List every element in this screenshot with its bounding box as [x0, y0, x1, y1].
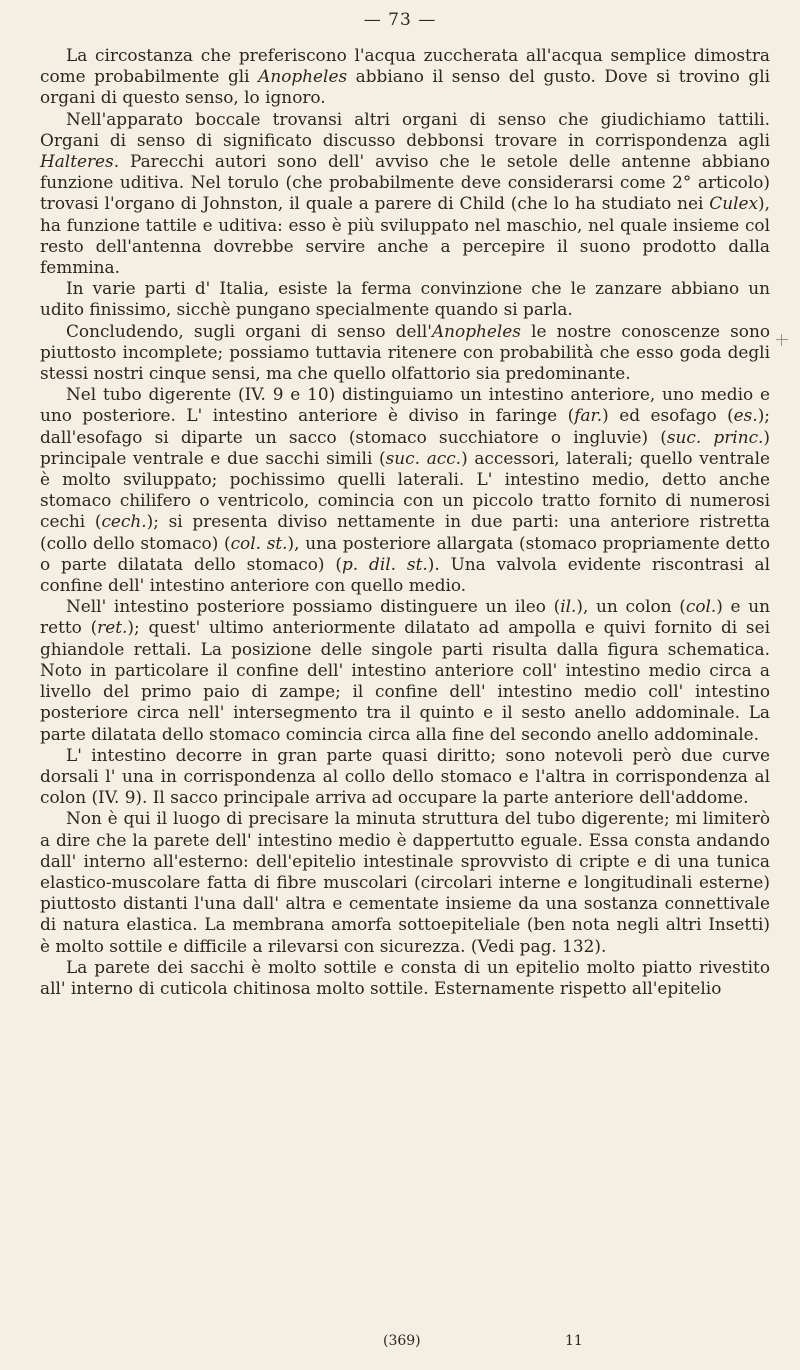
text-run: ), un colon (: [576, 596, 686, 617]
italic-term: suc. princ.: [666, 426, 764, 447]
body-text: [40, 45, 770, 999]
text-run: ); quest' ultimo anteriormente dilatato ad ampolla e quivi fornito di sei ghiandole rettali. La posizione delle singole parti risulta dalla figura schematica. Noto in particolare il confine dell' intestino anteriore coll' intestino medio circa a livello del primo paio di zampe; il confine dell' intestino medio coll' intestino posteriore circa nell' intersegmento tra il quinto e il sesto anello addominale. La parte dilatata dello stomaco comincia circa alla fine del secondo anello addominale.: [40, 617, 770, 744]
text-run: ). Una valvola evidente riscontrasi al confine dell' intestino anteriore con quello medio.: [40, 553, 770, 596]
text-run: Nell'apparato boccale trovansi altri organi di senso che giudichiamo tattili. Organi di senso di significato discusso debbonsi trovare in corrispondenza agli: [40, 108, 770, 150]
text-run: Non è qui il luogo di precisare la minuta struttura del tubo digerente; mi limiterò a dire che la parete dell' intestino medio è dappertutto eguale. Essa consta andando dall' interno all'esterno: dell'epitelio intestinale sprovvisto di cripte e di una tunica elastico-muscolare fatta di fibre muscolari (circolari interne e longitudinali esterne) piuttosto distanti l'una dall' altra e cementate insieme da una sostanza connettivale di natura elastica. La membrana amorfa sottoepiteliale (ben nota negli altri Insetti) è molto sottile e difficile a rilevarsi con sicurezza. (Vedi pag. 132).: [40, 808, 770, 956]
italic-term: ret.: [97, 617, 128, 638]
italic-term: Anopheles: [258, 66, 348, 87]
text-run: ); si presenta diviso nettamente in due parti: una anteriore ristretta (collo dello stomaco) (: [40, 511, 770, 553]
italic-term: es.: [733, 405, 758, 426]
italic-term: il.: [560, 596, 577, 617]
italic-term: col.: [685, 596, 717, 617]
text-run: Nell' intestino posteriore possiamo distinguere un ileo (: [66, 596, 561, 617]
text-run: ); dall'esofago si diparte un sacco (stomaco succhiatore o ingluvie) (: [40, 405, 770, 447]
text-run: ) principale ventrale e due sacchi simili (: [40, 426, 770, 468]
text-run: Nel tubo digerente (IV. 9 e 10) distinguiamo un intestino anteriore, uno medio e uno posteriore. L' intestino anteriore è diviso in faringe (: [40, 384, 770, 426]
text-run: abbiano il senso del gusto. Dove si trovino gli organi di questo senso, lo ignoro.: [40, 66, 770, 108]
text-run: In varie parti d' Italia, esiste la ferma convinzione che le zanzare abbiano un udito finissimo, sicchè pungano specialmente quando si parla.: [40, 278, 770, 320]
footer-signature: (369): [383, 1333, 421, 1349]
paragraph: [40, 384, 770, 596]
text-run: le nostre conoscenze sono piuttosto incomplete; possiamo tuttavia ritenere con probabilità che esso goda degli stessi nostri cinque sensi, ma che quello olfattorio sia predominante.: [40, 320, 771, 384]
italic-term: Anopheles: [431, 320, 521, 341]
italic-term: p. dil. st.: [341, 553, 428, 574]
text-run: ) ed esofago (: [602, 405, 734, 426]
text-run: ), ha funzione tattile e uditiva: esso è più sviluppato nel maschio, nel quale insieme col resto dell'antenna dovrebbe servire anche a percepire il suono prodotto dalla femmina.: [40, 193, 770, 278]
footer-sheet-number: 11: [565, 1333, 583, 1349]
text-run: Concludendo, sugli organi di senso dell': [66, 320, 432, 341]
italic-term: suc. acc.: [385, 447, 462, 468]
page-number: — 73 —: [363, 10, 437, 30]
paragraph: [40, 45, 770, 109]
text-run: ) e un retto (: [40, 596, 770, 638]
page-footer: [0, 1333, 800, 1355]
text-run: La parete dei sacchi è molto sottile e consta di un epitelio molto piatto rivestito all' interno di cuticola chitinosa molto sottile. Esternamente rispetto all'epitelio: [40, 956, 770, 998]
italic-term: Culex: [709, 193, 759, 214]
paragraph: [40, 808, 770, 956]
paragraph: [40, 745, 770, 809]
paragraph: [40, 278, 770, 320]
italic-term: far.: [574, 405, 603, 426]
text-run: ), una posteriore allargata (stomaco propriamente detto o parte dilatata dello stomaco) (: [40, 532, 770, 574]
paragraph: [40, 321, 770, 385]
margin-cross-mark: [776, 334, 788, 346]
italic-term: Halteres: [40, 151, 114, 172]
paragraph: [40, 109, 770, 279]
text-run: La circostanza che preferiscono l'acqua zuccherata all'acqua semplice dimostra come probabilmente gli: [40, 45, 770, 87]
text-run: L' intestino decorre in gran parte quasi diritto; sono notevoli però due curve dorsali l' una in corrispondenza al collo dello stomaco e l'altra in corrispondenza al colon (IV. 9). Il sacco principale arriva ad occupare la parte anteriore dell'addome.: [40, 744, 770, 808]
paragraph: [40, 596, 770, 744]
text-run: ) accessori, laterali; quello ventrale è molto sviluppato; pochissimo quelli laterali. L' intestino medio, detto anche stomaco chilifero o ventricolo, comincia con un piccolo tratto fornito di numerosi cechi (: [40, 447, 771, 532]
text-run: . Parecchi autori sono dell' avviso che le setole delle antenne abbiano funzione uditiva. Nel torulo (che probabilmente deve considerarsi come 2° articolo) trovasi l'organo di Johnston, il quale a parere di Child (che lo ha studiato nei: [40, 151, 770, 214]
italic-term: col. st.: [230, 532, 288, 553]
italic-term: cech.: [101, 511, 147, 532]
paragraph: [40, 957, 770, 999]
